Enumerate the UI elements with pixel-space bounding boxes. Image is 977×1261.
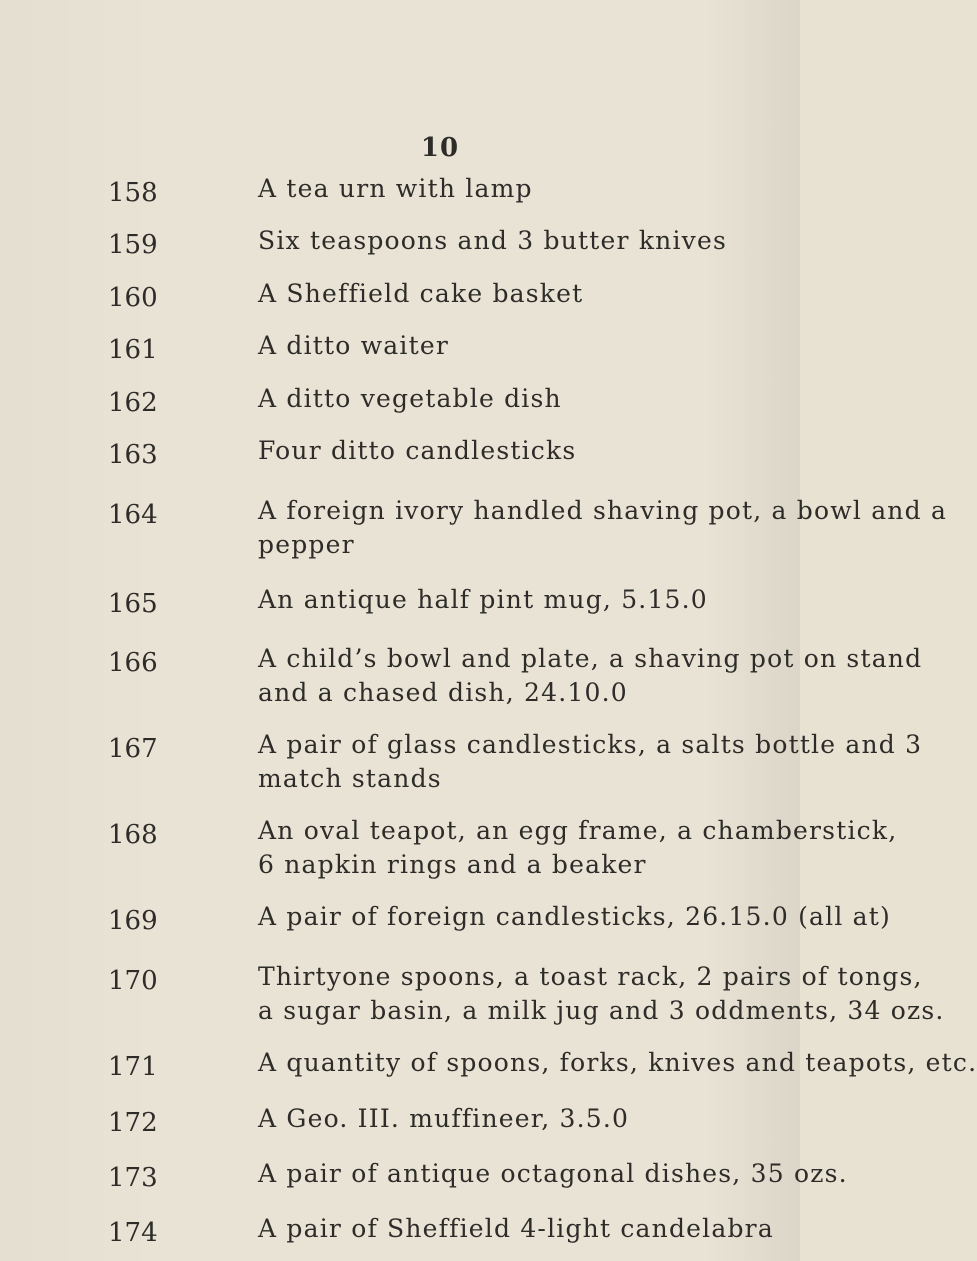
lot-description bbox=[258, 642, 923, 710]
lot-description-line: and a chased dish, 24.10.0 bbox=[258, 678, 628, 707]
lot-description bbox=[258, 1157, 848, 1191]
lot-description-line: A ditto vegetable dish bbox=[258, 384, 562, 413]
lot-number: 159 bbox=[108, 230, 158, 260]
lot-description bbox=[258, 728, 923, 796]
lot-description-line: Six teaspoons and 3 butter knives bbox=[258, 226, 728, 255]
lot-description-line: A foreign ivory handled shaving pot, a bowl and a bbox=[258, 496, 948, 525]
lot-number: 172 bbox=[108, 1108, 158, 1138]
lot-description bbox=[258, 1046, 977, 1080]
lot-number: 167 bbox=[108, 734, 158, 764]
lot-description-line: A pair of glass candlesticks, a salts bottle and 3 bbox=[258, 730, 923, 759]
lot-number: 161 bbox=[108, 335, 158, 365]
lot-number: 174 bbox=[108, 1218, 158, 1248]
lot-number: 169 bbox=[108, 906, 158, 936]
lot-description-line: A Geo. III. muffineer, 3.5.0 bbox=[258, 1104, 630, 1133]
lot-number: 162 bbox=[108, 388, 158, 418]
lot-description bbox=[258, 494, 948, 562]
lot-number: 168 bbox=[108, 820, 158, 850]
lot-description bbox=[258, 172, 778, 206]
lot-description bbox=[258, 224, 778, 258]
page-number: 10 bbox=[420, 133, 460, 163]
lot-description-line: A tea urn with lamp bbox=[258, 174, 533, 203]
lot-number: 160 bbox=[108, 283, 158, 313]
lot-number: 158 bbox=[108, 178, 158, 208]
lot-description-line: A Sheffield cake basket bbox=[258, 279, 584, 308]
lot-description-line: A pair of Sheffield 4-light candelabra bbox=[258, 1214, 774, 1243]
lot-description-line: A pair of antique octagonal dishes, 35 ozs. bbox=[258, 1159, 848, 1188]
lot-description bbox=[258, 900, 891, 934]
lot-description bbox=[258, 382, 778, 416]
lot-description bbox=[258, 434, 778, 468]
lot-number: 171 bbox=[108, 1052, 158, 1082]
lot-description-line: Thirtyone spoons, a toast rack, 2 pairs of tongs, bbox=[258, 962, 923, 991]
lot-description bbox=[258, 1102, 778, 1136]
lot-description-line: A ditto waiter bbox=[258, 331, 449, 360]
lot-number: 163 bbox=[108, 440, 158, 470]
lot-description-line: A quantity of spoons, forks, knives and teapots, etc. bbox=[258, 1048, 977, 1077]
lot-number: 164 bbox=[108, 500, 158, 530]
lot-number: 165 bbox=[108, 589, 158, 619]
lot-description-line: Four ditto candlesticks bbox=[258, 436, 577, 465]
lot-description bbox=[258, 960, 945, 1028]
lot-description-line: An oval teapot, an egg frame, a chamberstick, bbox=[258, 816, 898, 845]
lot-description-line: a sugar basin, a milk jug and 3 oddments, 34 ozs. bbox=[258, 996, 945, 1025]
lot-description-line: A pair of foreign candlesticks, 26.15.0 (all at) bbox=[258, 902, 891, 931]
lot-number: 173 bbox=[108, 1163, 158, 1193]
lot-description bbox=[258, 277, 778, 311]
lot-description-line: 6 napkin rings and a beaker bbox=[258, 850, 647, 879]
lot-description-line: A child’s bowl and plate, a shaving pot on stand bbox=[258, 644, 923, 673]
lot-number: 166 bbox=[108, 648, 158, 678]
lot-description bbox=[258, 583, 778, 617]
lot-description-line: pepper bbox=[258, 530, 355, 559]
lot-description bbox=[258, 814, 898, 882]
lot-number: 170 bbox=[108, 966, 158, 996]
lot-description bbox=[258, 329, 778, 363]
lot-description bbox=[258, 1212, 778, 1246]
lot-description-line: match stands bbox=[258, 764, 442, 793]
lot-description-line: An antique half pint mug, 5.15.0 bbox=[258, 585, 708, 614]
